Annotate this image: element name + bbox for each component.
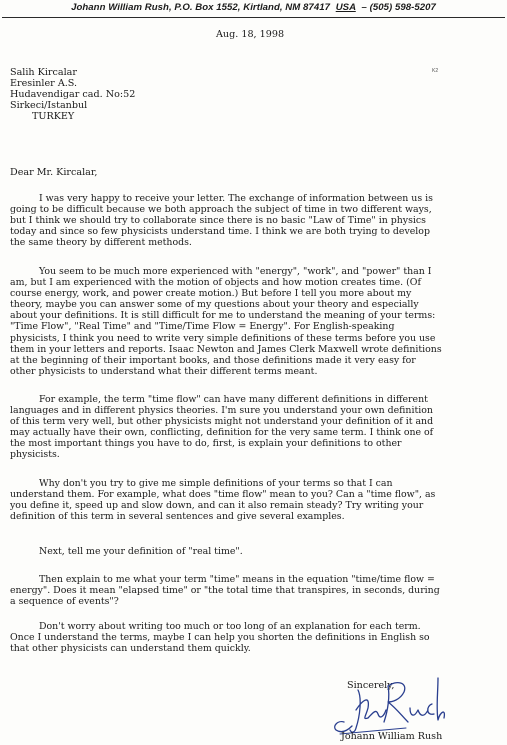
paragraph-line: definition of this term in several sentences and give several examples. xyxy=(10,511,345,523)
closing: Sincerely, xyxy=(347,680,395,691)
paragraph-line: Don't worry about writing too much or too long of an explanation for each term. xyxy=(39,621,421,632)
paragraph-line: "Time Flow", "Real Time" and "Time/Time Flow = Energy". For English-speaking xyxy=(10,321,395,333)
paragraph-line: them in your letters and reports. Isaac Newton and James Clerk Maxwell wrote definitions xyxy=(10,343,442,355)
recipient-address xyxy=(10,67,135,122)
body-paragraph xyxy=(10,621,497,654)
handwritten-signature xyxy=(322,668,447,738)
letterhead xyxy=(0,2,507,13)
paragraph-line: going to be difficult because we both approach the subject of time in two different ways, xyxy=(10,204,432,216)
address-line: Hudavendigar cad. No:52 xyxy=(10,89,136,101)
paragraph-line: but I think we should try to collaborate since there is no basic "Law of Time" in physics xyxy=(10,215,426,227)
address-line: Sirkeci/Istanbul xyxy=(10,100,88,112)
paragraph-line: energy". Does it mean "elapsed time" or "the total time that transpires, in seconds, during xyxy=(10,585,440,597)
file-stamp: K2 xyxy=(432,68,439,74)
paragraph-line: of this term very well, but other physicists might not understand your definition of it and xyxy=(10,416,434,428)
paragraph-line: at the beginning of their important books, and those definitions made it very easy for xyxy=(10,354,416,366)
paragraph-line: languages and in different physics theories. I'm sure you understand your own definition xyxy=(10,405,433,417)
paragraph-line: Why don't you try to give me simple definitions of your terms so that I can xyxy=(39,478,393,489)
paragraph-line: For example, the term "time flow" can have many different definitions in different xyxy=(39,394,428,405)
letterhead-main: Johann William Rush, P.O. Box 1552, Kirtland, NM 87417 xyxy=(71,2,330,13)
paragraph-line: Then explain to me what your term "time" means in the equation "time/time flow = xyxy=(39,574,435,585)
paragraph-line: today and since so few physicists understand time. I think we are both trying to develop xyxy=(10,226,430,238)
paragraph-line: you define it, speed up and slow down, and can it also remain steady? Try writing your xyxy=(10,500,424,512)
salutation: Dear Mr. Kircalar, xyxy=(10,167,98,178)
paragraph-line: the most important things you have to do, first, is explain your definitions to other xyxy=(10,438,402,450)
paragraph-line: am, but I am experienced with the motion of objects and how motion creates time. (Of xyxy=(10,277,421,289)
body-paragraph xyxy=(10,193,497,248)
paragraph-line: understand them. For example, what does "time flow" mean to you? Can a "time flow", as xyxy=(10,489,436,501)
paragraph-line: the same theory by different methods. xyxy=(10,237,192,249)
paragraph-line: physicists, I think you need to write very simple definitions of these terms before you use xyxy=(10,332,436,344)
body-paragraph xyxy=(10,394,497,461)
paragraph-line: physicists. xyxy=(10,449,60,461)
paragraph-line: other physicists to understand what their different terms meant. xyxy=(10,365,318,377)
paragraph-line: Next, tell me your definition of "real time". xyxy=(39,546,243,557)
paragraph-line: course energy, work, and power create motion.) But before I tell you more about my xyxy=(10,288,412,300)
paragraph-line: that other physicists can understand them quickly. xyxy=(10,643,251,655)
paragraph-line: about your definitions. It is still difficult for me to understand the meaning of your terms: xyxy=(10,310,436,322)
paragraph-line: a sequence of events"? xyxy=(10,596,119,608)
letterhead-phone: – (505) 598-5207 xyxy=(361,2,436,13)
letter-date: Aug. 18, 1998 xyxy=(216,29,285,40)
body-paragraph xyxy=(10,266,497,377)
address-line: Eresinler A.S. xyxy=(10,78,78,90)
paragraph-line: theory, maybe you can answer some of my questions about your theory and especially xyxy=(10,299,419,311)
paragraph-line: Once I understand the terms, maybe I can help you shorten the definitions in English so xyxy=(10,632,430,644)
letterhead-rule xyxy=(2,17,505,18)
paragraph-line: may actually have their own, conflicting, definition for the very same term. I think one of xyxy=(10,427,434,439)
signer-name: Johann William Rush xyxy=(341,731,443,742)
paragraph-line: You seem to be much more experienced with "energy", "work", and "power" than I xyxy=(39,266,432,277)
body-paragraph xyxy=(10,478,497,522)
body-paragraph xyxy=(10,574,497,607)
address-line: TURKEY xyxy=(32,111,75,123)
body-paragraph xyxy=(10,546,497,557)
letterhead-country: USA xyxy=(335,2,356,13)
address-line: Salih Kircalar xyxy=(10,67,77,78)
paragraph-line: I was very happy to receive your letter. The exchange of information between us is xyxy=(39,193,433,204)
